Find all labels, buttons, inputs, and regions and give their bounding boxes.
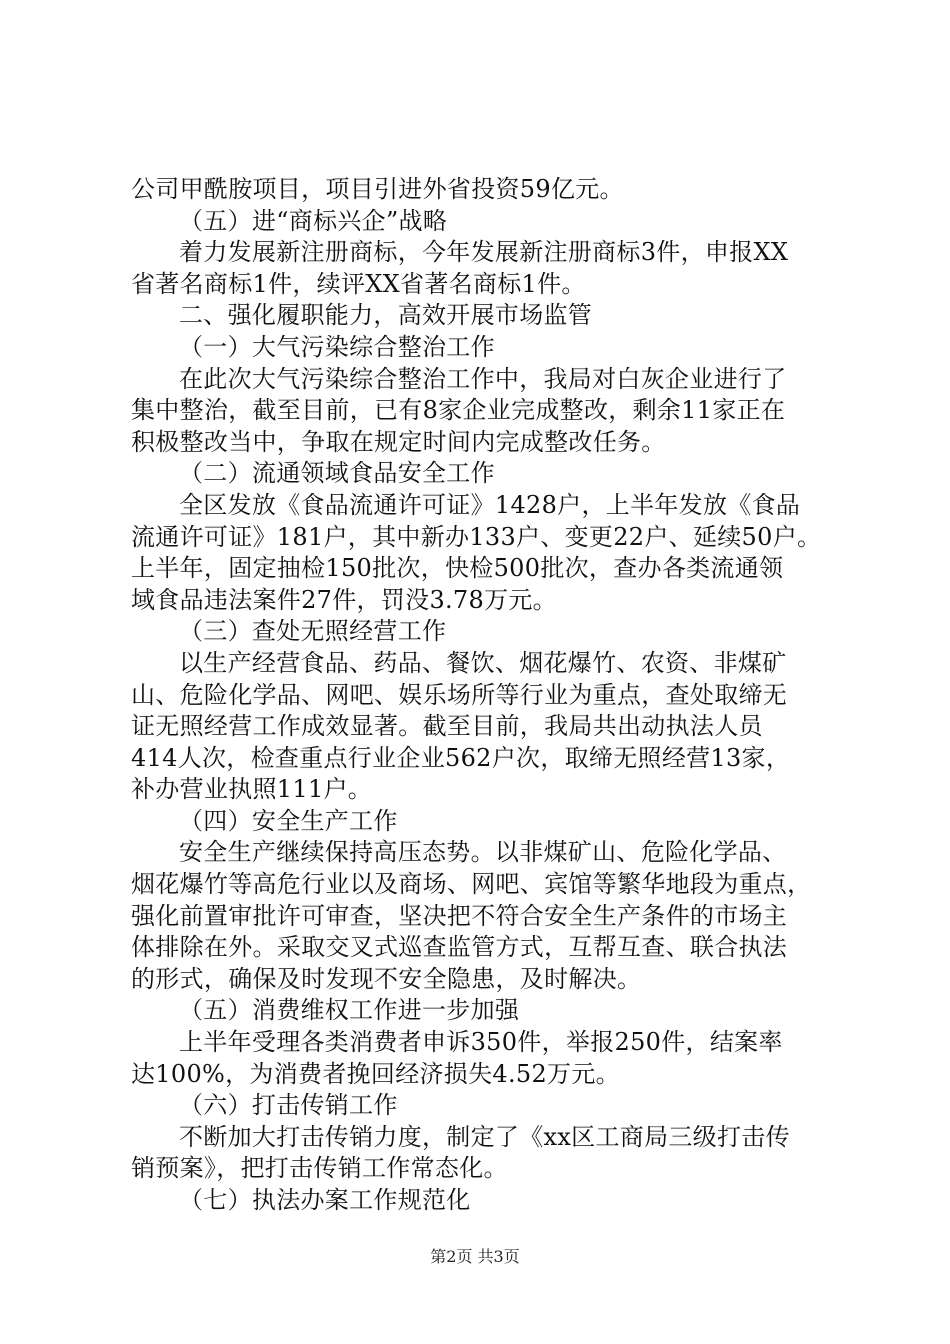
text-line: （四）安全生产工作 xyxy=(179,806,398,835)
text-line: （六）打击传销工作 xyxy=(179,1091,398,1120)
text-line: 以生产经营食品、药品、餐饮、烟花爆竹、农资、非煤矿 xyxy=(179,648,787,677)
text-line: （三）查处无照经营工作 xyxy=(179,617,447,646)
text-line: 强化前置审批许可审查，坚决把不符合安全生产条件的市场主 xyxy=(131,901,788,930)
text-line: 达100%，为消费者挽回经济损失4.52万元。 xyxy=(131,1059,620,1088)
text-line: （二）流通领域食品安全工作 xyxy=(179,459,495,488)
text-line: 全区发放《食品流通许可证》1428户，上半年发放《食品 xyxy=(179,490,801,519)
text-line: 山、危险化学品、网吧、娱乐场所等行业为重点，查处取缔无 xyxy=(131,680,788,709)
text-line: 积极整改当中，争取在规定时间内完成整改任务。 xyxy=(131,427,666,456)
text-line: 域食品违法案件27件，罚没3.78万元。 xyxy=(131,585,557,614)
text-line: 不断加大打击传销力度，制定了《xx区工商局三级打击传 xyxy=(179,1122,790,1151)
text-line: （七）执法办案工作规范化 xyxy=(179,1186,471,1214)
page-footer: 第2页 共3页 xyxy=(430,1247,520,1266)
text-line: 的形式，确保及时发现不安全隐患，及时解决。 xyxy=(131,964,642,993)
text-line: 集中整治，截至目前，已有8家企业完成整改，剩余11家正在 xyxy=(131,396,786,425)
text-line: 烟花爆竹等高危行业以及商场、网吧、宾馆等繁华地段为重点， xyxy=(131,870,812,899)
text-line: 上半年受理各类消费者申诉350件，举报250件，结案率 xyxy=(179,1028,783,1057)
text-line: 省著名商标1件，续评XX省著名商标1件。 xyxy=(131,269,586,298)
text-line: 销预案》，把打击传销工作常态化。 xyxy=(131,1154,508,1183)
text-line: 二、强化履职能力，高效开展市场监管 xyxy=(179,301,593,330)
text-line: 414人次，检查重点行业企业562户次，取缔无照经营13家， xyxy=(131,743,791,772)
text-line: 安全生产继续保持高压态势。以非煤矿山、危险化学品、 xyxy=(179,838,787,867)
text-line: （五）进“商标兴企”战略 xyxy=(179,206,448,235)
text-line: 在此次大气污染综合整治工作中，我局对白灰企业进行了 xyxy=(179,364,787,393)
text-line: 上半年，固定抽检150批次，快检500批次，查办各类流通领 xyxy=(131,554,784,583)
text-line: 补办营业执照111户。 xyxy=(131,775,373,804)
text-line: 流通许可证》181户，其中新办133户、变更22户、延续50户。 xyxy=(131,522,822,551)
text-line: 体排除在外。采取交叉式巡查监管方式，互帮互查、联合执法 xyxy=(131,933,788,962)
text-line: （五）消费维权工作进一步加强 xyxy=(179,996,520,1025)
text-line: 着力发展新注册商标，今年发展新注册商标3件，申报XX xyxy=(179,238,789,267)
text-line: （一）大气污染综合整治工作 xyxy=(179,332,495,361)
document-body xyxy=(131,174,837,1217)
text-line: 公司甲酰胺项目，项目引进外省投资59亿元。 xyxy=(131,175,624,203)
text-line: 证无照经营工作成效显著。截至目前，我局共出动执法人员 xyxy=(131,712,763,741)
